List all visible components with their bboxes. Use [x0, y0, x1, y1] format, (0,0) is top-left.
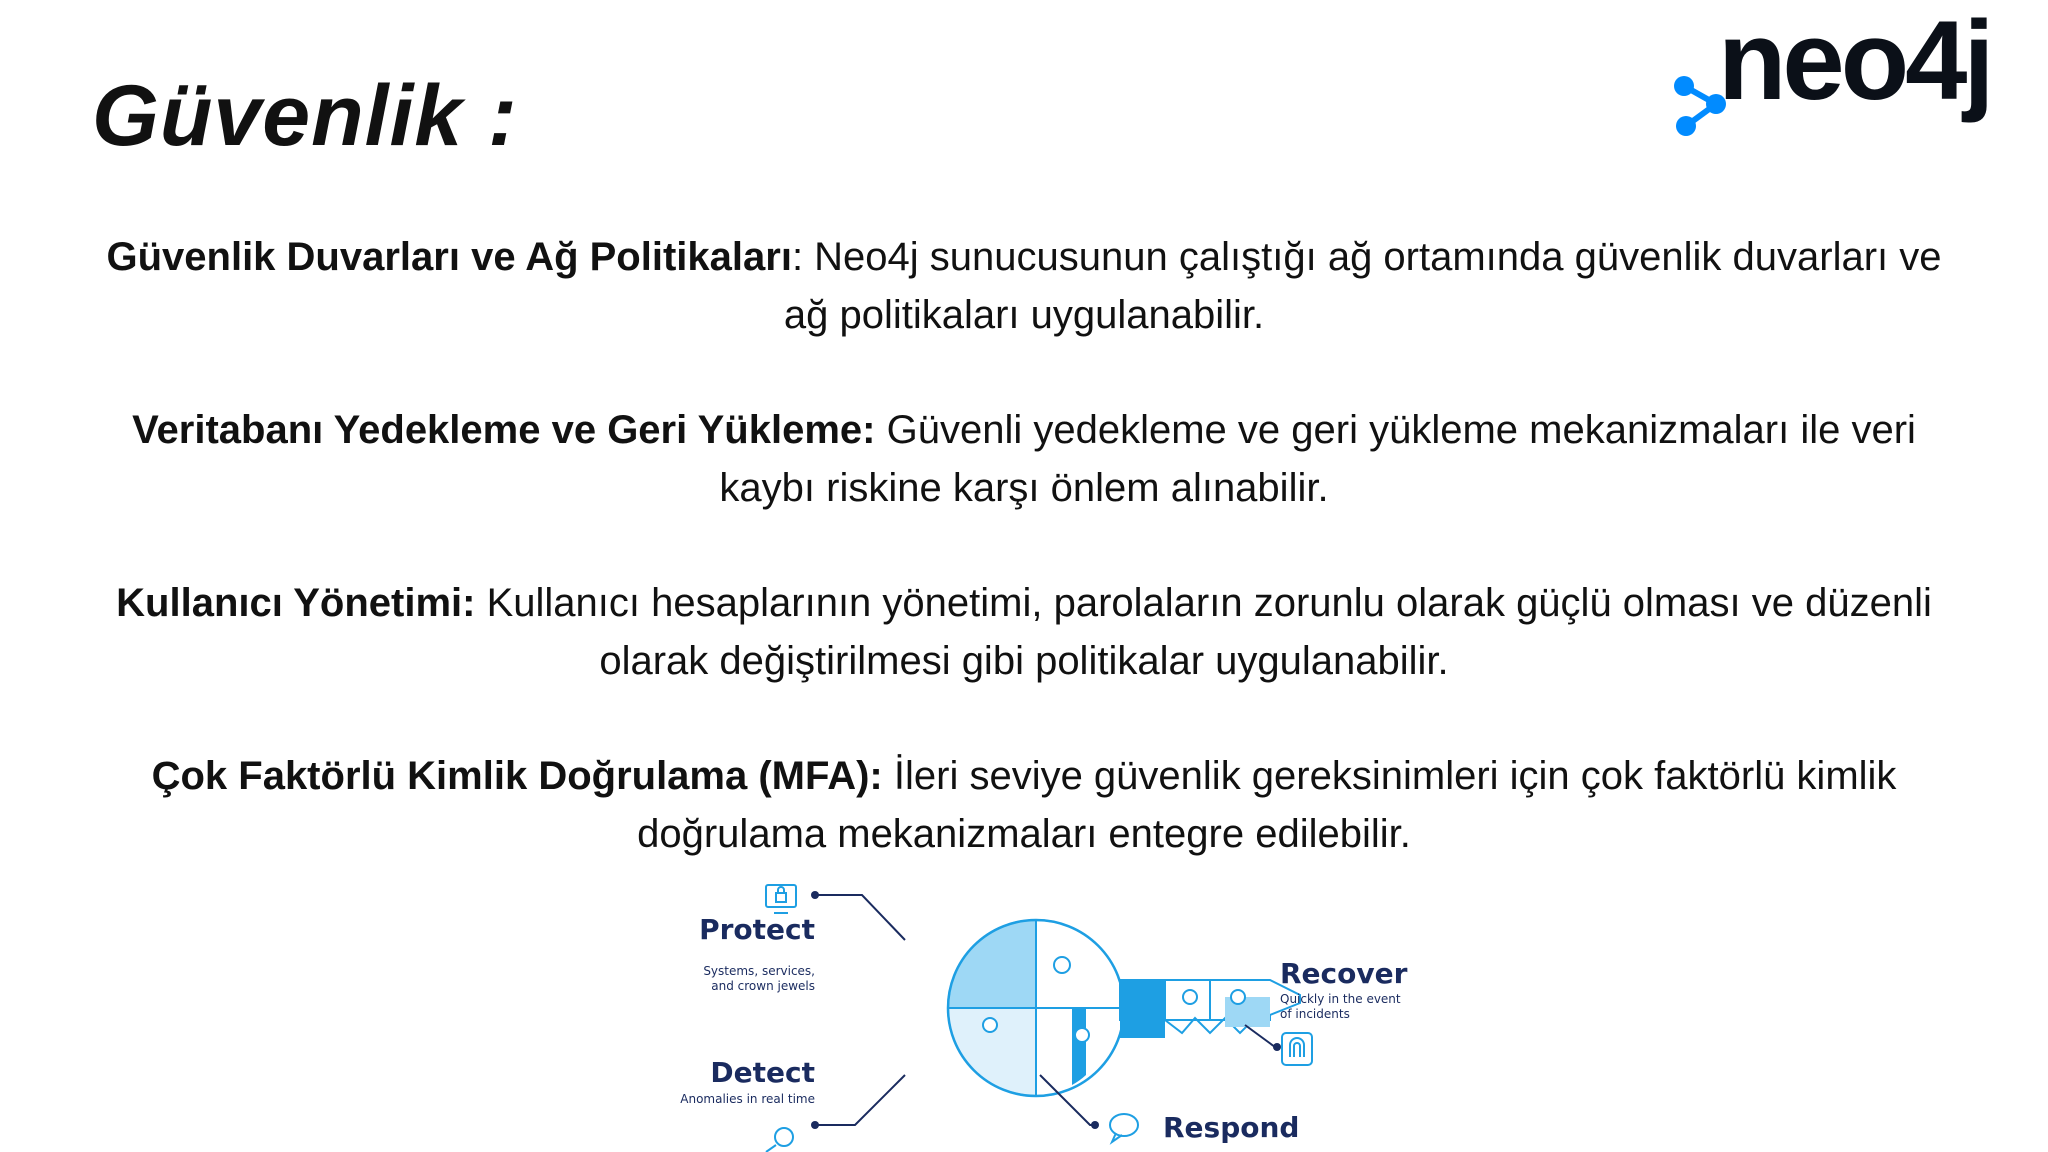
protect-title: Protect	[699, 913, 815, 946]
section-separator	[875, 408, 886, 452]
fingerprint-icon	[1282, 1033, 1312, 1065]
chat-bubble-icon	[1110, 1114, 1138, 1142]
section-firewall	[80, 228, 1968, 344]
neo4j-logo	[1670, 0, 2048, 138]
section-body: Neo4j sunucusunun çalıştığı ağ ortamında güvenlik duvarları ve ağ politikaları uygulanabilir.	[783, 235, 1942, 337]
respond-title: Respond	[1163, 1111, 1300, 1144]
section-heading: Güvenlik Duvarları ve Ağ Politikaları	[106, 235, 792, 279]
section-separator	[883, 754, 894, 798]
section-separator: :	[791, 235, 815, 279]
section-body: İleri seviye güvenlik gereksinimleri için çok faktörlü kimlik doğrulama mekanizmaları entegre edilebilir.	[637, 754, 1897, 856]
slide-title: Güvenlik :	[92, 68, 518, 164]
section-user-management	[80, 574, 1968, 690]
detect-subtitle: Anomalies in real time	[680, 1092, 815, 1106]
section-body: Kullanıcı hesaplarının yönetimi, parolaların zorunlu olarak güçlü olması ve düzenli olarak değiştirilmesi gibi politikalar uygulanabilir.	[486, 581, 1932, 683]
section-heading: Veritabanı Yedekleme ve Geri Yükleme:	[132, 408, 876, 452]
recover-title: Recover	[1280, 957, 1408, 990]
key-shaft	[1120, 980, 1300, 1038]
recover-subtitle: Quickly in the event	[1280, 992, 1401, 1006]
monitor-lock-icon	[766, 885, 796, 913]
section-heading: Çok Faktörlü Kimlik Doğrulama (MFA):	[151, 754, 883, 798]
security-key-diagram	[670, 875, 1450, 1152]
detect-title: Detect	[710, 1056, 815, 1089]
section-body: Güvenli yedekleme ve geri yükleme mekanizmaları ile veri kaybı riskine karşı önlem alınabilir.	[719, 408, 1916, 510]
content-body	[80, 228, 1968, 920]
recover-subtitle: of incidents	[1280, 1007, 1350, 1021]
section-heading: Kullanıcı Yönetimi:	[116, 581, 476, 625]
protect-subtitle: and crown jewels	[711, 979, 815, 993]
logo-wordmark: neo4j	[1718, 0, 1991, 123]
section-separator	[475, 581, 486, 625]
protect-subtitle: Systems, services,	[703, 964, 815, 978]
key-head-puzzle	[948, 920, 1124, 1096]
section-backup	[80, 401, 1968, 517]
section-mfa	[80, 747, 1968, 863]
sensor-icon	[766, 1128, 793, 1152]
